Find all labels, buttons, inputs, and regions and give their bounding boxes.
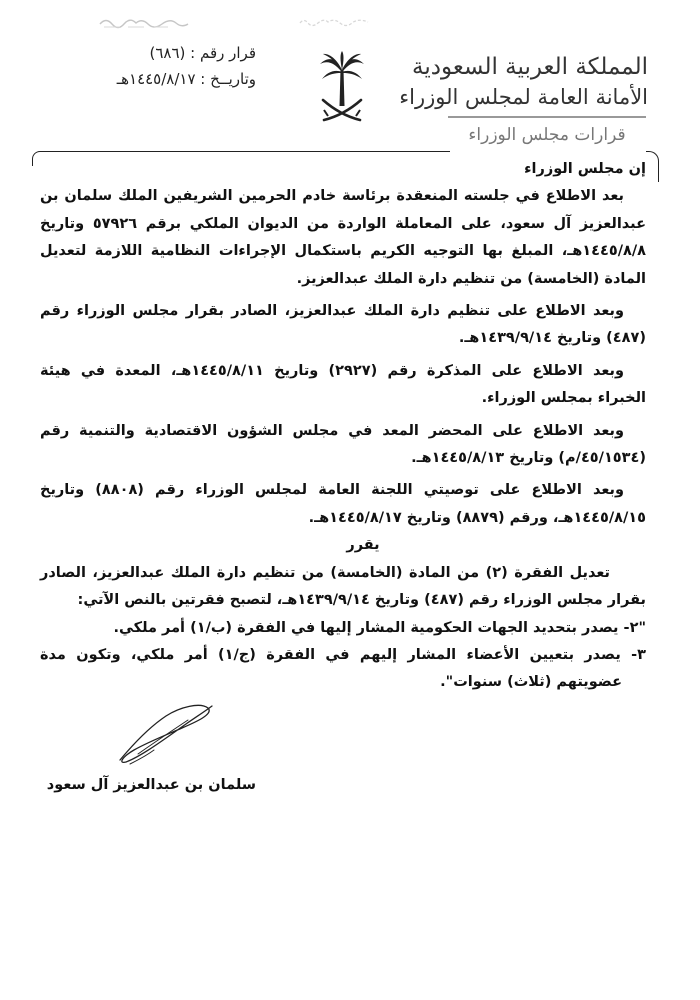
preamble-paragraph: وبعد الاطلاع على توصيتي اللجنة العامة لمجلس الوزراء رقم (٨٨٠٨) وتاريخ ١٤٤٥/٨/١٥هـ، ورقم (٨٨٧٩) وتاريخ ١٤٤٥/٨/١٧هـ. — [40, 482, 646, 526]
faint-center-stamp — [298, 14, 370, 30]
decision-reference — [56, 40, 256, 92]
secretariat-name: الأمانة العامة لمجلس الوزراء — [399, 85, 648, 109]
section-title: قرارات مجلس الوزراء — [468, 125, 626, 145]
letterhead — [400, 52, 648, 112]
preamble-paragraph: وبعد الاطلاع على تنظيم دارة الملك عبدالعزيز، الصادر بقرار مجلس الوزراء رقم (٤٨٧) وتاريخ ١٤٣٩/٩/١٤هـ. — [40, 303, 646, 347]
resolves-heading: يقرر — [346, 537, 380, 554]
palm-and-swords-emblem-icon — [318, 50, 366, 124]
preamble-paragraph: وبعد الاطلاع على المحضر المعد في مجلس الشؤون الاقتصادية والتنمية رقم (٤٥/١٥٣٤/م) وتاريخ ١٤٤٥/٨/١٣هـ. — [40, 422, 646, 467]
faint-header-stamp — [98, 14, 190, 30]
opening-line: إن مجلس الوزراء — [524, 161, 646, 177]
country-name: المملكة العربية السعودية — [412, 54, 648, 80]
decision-body — [40, 156, 646, 697]
signatory-name: سلمان بن عبدالعزيز آل سعود — [46, 777, 256, 793]
handwritten-signature — [108, 698, 220, 770]
frame-top-line — [40, 151, 450, 152]
amendment-clause-2: "٢- يصدر بتحديد الجهات الحكومية المشار إليها في الفقرة (ب/١) أمر ملكي. — [113, 619, 646, 636]
preamble-paragraph: بعد الاطلاع في جلسته المنعقدة برئاسة خادم الحرمين الشريفين الملك سلمان بن عبدالعزيز آل سعود، على المعاملة الواردة من الديوان الملكي برقم ٥٧٩٢٦ وتاريخ ١٤٤٥/٨/٨هـ، المبلغ بها التوجيه الكريم باستكمال الإجراءات النظامية اللازمة لتعديل المادة (الخامسة) من تنظيم دارة الملك عبدالعزيز. — [40, 188, 646, 287]
amendment-clause-3: ٣- يصدر بتعيين الأعضاء المشار إليهم في الفقرة (ج/١) أمر ملكي، وتكون مدة عضويتهم (ثلاث) سنوات". — [40, 646, 646, 691]
preamble-paragraph: وبعد الاطلاع على المذكرة رقم (٢٩٢٧) وتاريخ ١٤٤٥/٨/١١هـ، المعدة في هيئة الخبراء بمجلس الوزراء. — [40, 362, 646, 407]
letterhead-divider — [448, 116, 646, 118]
decision-date: وتاريــخ : ١٤٤٥/٨/١٧هـ — [116, 70, 256, 88]
amendment-intro: تعديل الفقرة (٢) من المادة (الخامسة) من تنظيم دارة الملك عبدالعزيز، الصادر بقرار مجلس الوزراء رقم (٤٨٧) وتاريخ ١٤٣٩/٩/١٤هـ، لتصبح فقرتين بالنص الآتي: — [40, 564, 646, 609]
frame-corner-right — [646, 151, 659, 182]
decision-number: قرار رقم : (٦٨٦) — [149, 44, 256, 62]
